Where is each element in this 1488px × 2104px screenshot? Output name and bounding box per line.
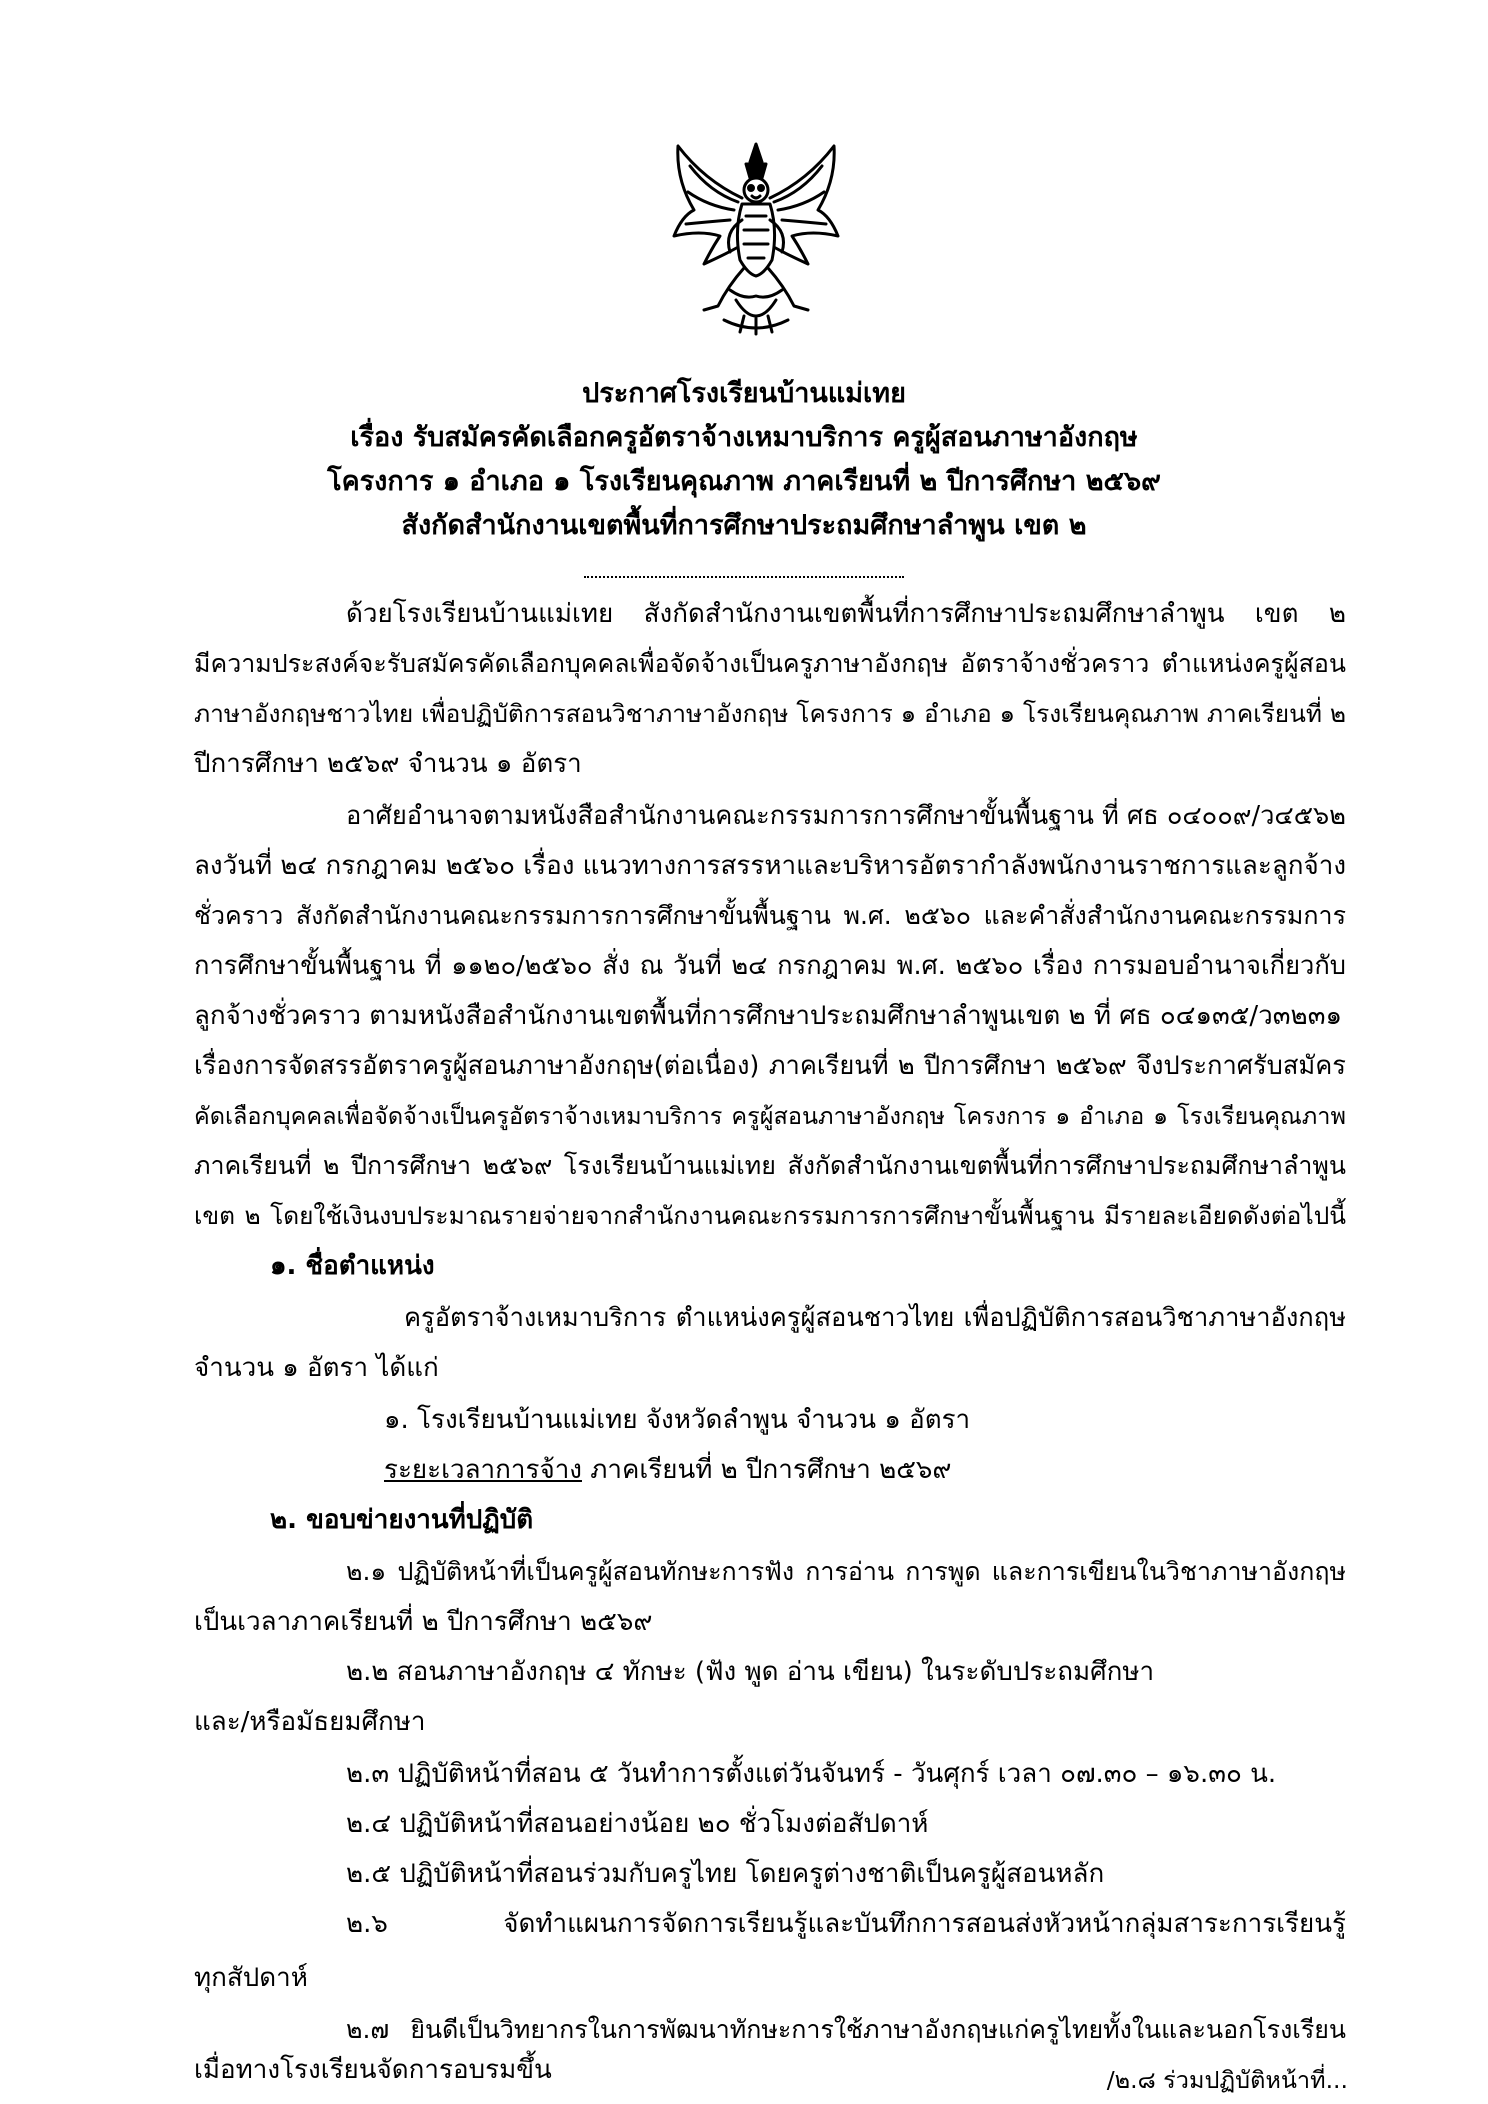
intro-line-1: ด้วยโรงเรียนบ้านแม่เทย สังกัดสำนักงานเขตพื้นที่การศึกษาประถมศึกษาลำพูน เขต ๒ — [346, 599, 1346, 629]
period-label: ระยะเวลาการจ้าง — [384, 1455, 582, 1485]
item-2-1-line-2: เป็นเวลาภาคเรียนที่ ๒ ปีการศึกษา ๒๕๖๙ — [194, 1607, 653, 1637]
authority-line-2: ลงวันที่ ๒๔ กรกฎาคม ๒๕๖๐ เรื่อง แนวทางการสรรหาและบริหารอัตรากำลังพนักงานราชการและลูกจ้าง — [194, 851, 1347, 881]
section-1-line-2: จำนวน ๑ อัตรา ได้แก่ — [194, 1353, 439, 1383]
item-2-2-line-1: ๒.๒ สอนภาษาอังกฤษ ๔ ทักษะ (ฟัง พูด อ่าน เขียน) ในระดับประถมศึกษา — [346, 1657, 1155, 1687]
item-2-1-line-1: ๒.๑ ปฏิบัติหน้าที่เป็นครูผู้สอนทักษะการฟัง การอ่าน การพูด และการเขียนในวิชาภาษาอังกฤษ — [346, 1557, 1346, 1586]
item-2-5: ๒.๕ ปฏิบัติหน้าที่สอนร่วมกับครูไทย โดยครูต่างชาติเป็นครูผู้สอนหลัก — [346, 1859, 1105, 1889]
intro-line-3: ภาษาอังกฤษชาวไทย เพื่อปฏิบัติการสอนวิชาภาษาอังกฤษ โครงการ ๑ อำเภอ ๑ โรงเรียนคุณภาพ ภาคเรียนที่ ๒ — [194, 699, 1346, 728]
announcement-project: โครงการ ๑ อำเภอ ๑ โรงเรียนคุณภาพ ภาคเรียนที่ ๒ ปีการศึกษา ๒๕๖๙ — [327, 466, 1161, 497]
authority-line-7: คัดเลือกบุคคลเพื่อจัดจ้างเป็นครูอัตราจ้างเหมาบริการ ครูผู้สอนภาษาอังกฤษ โครงการ ๑ อำเภอ ๑ โรงเรียนคุณภาพ — [194, 1102, 1346, 1130]
item-2-7-line-2: เมื่อทางโรงเรียนจัดการอบรมขึ้น — [194, 2055, 552, 2085]
announcement-title: ประกาศโรงเรียนบ้านแม่เทย — [582, 378, 906, 409]
item-2-7-line-1: ๒.๗ ยินดีเป็นวิทยากรในการพัฒนาทักษะการใช้ภาษาอังกฤษแก่ครูไทยทั้งในและนอกโรงเรียน — [346, 2015, 1346, 2044]
authority-line-3: ชั่วคราว สังกัดสำนักงานคณะกรรมการการศึกษาขั้นพื้นฐาน พ.ศ. ๒๕๖๐ และคำสั่งสำนักงานคณะกรรมการ — [194, 901, 1346, 930]
item-2-4: ๒.๔ ปฏิบัติหน้าที่สอนอย่างน้อย ๒๐ ชั่วโมงต่อสัปดาห์ — [346, 1809, 929, 1839]
authority-line-1: อาศัยอำนาจตามหนังสือสำนักงานคณะกรรมการการศึกษาขั้นพื้นฐาน ที่ ศธ ๐๔๐๐๙/ว๔๕๖๒ — [346, 801, 1346, 831]
announcement-subject: เรื่อง รับสมัครคัดเลือกครูอัตราจ้างเหมาบริการ ครูผู้สอนภาษาอังกฤษ — [350, 422, 1138, 453]
item-2-6-line-1: ๒.๖ จัดทำแผนการจัดการเรียนรู้และบันทึกการสอนส่งหัวหน้ากลุ่มสาระการเรียนรู้ — [346, 1909, 1346, 1939]
announcement-affiliation: สังกัดสำนักงานเขตพื้นที่การศึกษาประถมศึกษาลำพูน เขต ๒ — [401, 510, 1087, 541]
authority-line-8: ภาคเรียนที่ ๒ ปีการศึกษา ๒๕๖๙ โรงเรียนบ้านแม่เทย สังกัดสำนักงานเขตพื้นที่การศึกษาประถมศึกษาลำพูน — [194, 1151, 1346, 1180]
section-1-heading: ๑. ชื่อตำแหน่ง — [270, 1251, 435, 1281]
intro-line-4: ปีการศึกษา ๒๕๖๙ จำนวน ๑ อัตรา — [194, 749, 582, 779]
section-2-heading: ๒. ขอบข่ายงานที่ปฏิบัติ — [270, 1505, 534, 1535]
period-value: ภาคเรียนที่ ๒ ปีการศึกษา ๒๕๖๙ — [581, 1455, 952, 1485]
section-1-school: ๑. โรงเรียนบ้านแม่เทย จังหวัดลำพูน จำนวน ๑ อัตรา — [384, 1405, 971, 1435]
dotted-divider — [584, 566, 904, 578]
item-2-2-line-2: และ/หรือมัธยมศึกษา — [194, 1707, 426, 1737]
authority-line-4: การศึกษาขั้นพื้นฐาน ที่ ๑๑๒๐/๒๕๖๐ สั่ง ณ วันที่ ๒๔ กรกฎาคม พ.ศ. ๒๕๖๐ เรื่อง การมอบอำนาจเกี่ยวกับ — [194, 951, 1346, 981]
authority-line-5: ลูกจ้างชั่วคราว ตามหนังสือสำนักงานเขตพื้นที่การศึกษาประถมศึกษาลำพูนเขต ๒ ที่ ศธ ๐๔๑๓๕/ว๓๒๓๑ — [194, 1001, 1342, 1031]
item-2-6-line-2: ทุกสัปดาห์ — [194, 1963, 308, 1993]
section-1-line-1: ครูอัตราจ้างเหมาบริการ ตำแหน่งครูผู้สอนชาวไทย เพื่อปฏิบัติการสอนวิชาภาษาอังกฤษ — [404, 1303, 1346, 1333]
section-1-period — [384, 1448, 951, 1492]
item-2-3: ๒.๓ ปฏิบัติหน้าที่สอน ๕ วันทำการตั้งแต่วันจันทร์ - วันศุกร์ เวลา ๐๗.๓๐ – ๑๖.๓๐ น. — [346, 1759, 1277, 1789]
intro-line-2: มีความประสงค์จะรับสมัครคัดเลือกบุคคลเพื่อจัดจ้างเป็นครูภาษาอังกฤษ อัตราจ้างชั่วคราว ตำแหน่งครูผู้สอน — [194, 649, 1346, 678]
continuation-marker: /๒.๘ ร่วมปฏิบัติหน้าที่... — [1106, 2066, 1348, 2094]
authority-line-6: เรื่องการจัดสรรอัตราครูผู้สอนภาษาอังกฤษ(ต่อเนื่อง) ภาคเรียนที่ ๒ ปีการศึกษา ๒๕๖๙ จึงประกาศรับสมัคร — [194, 1051, 1346, 1081]
authority-line-9: เขต ๒ โดยใช้เงินงบประมาณรายจ่ายจากสำนักงานคณะกรรมการการศึกษาขั้นพื้นฐาน มีรายละเอียดดังต่อไปนี้ — [194, 1201, 1346, 1230]
garuda-emblem-icon — [664, 140, 848, 336]
